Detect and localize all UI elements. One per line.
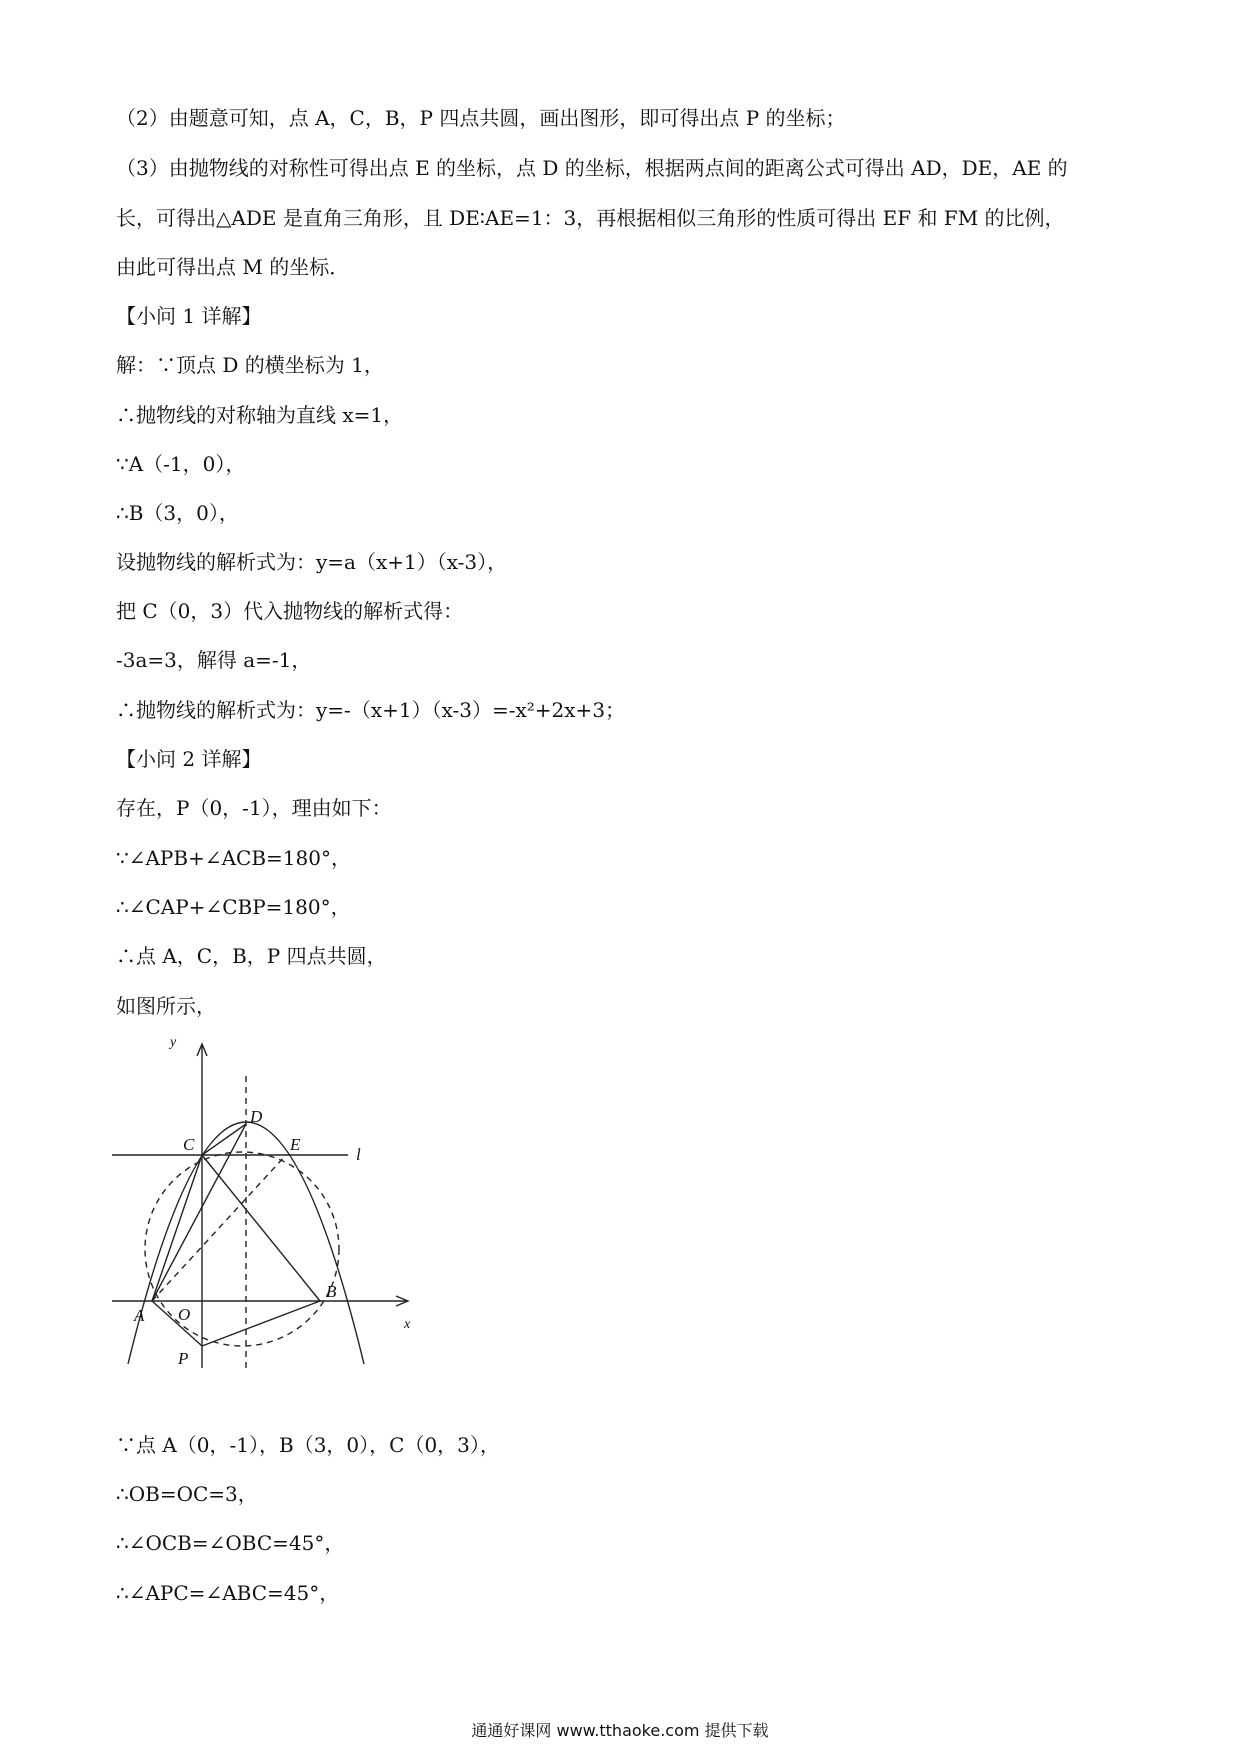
text-line-16: ∵∠APB+∠ACB=180°，	[116, 846, 351, 870]
label-B: B	[326, 1282, 337, 1301]
label-C: C	[183, 1135, 195, 1154]
segment-AD	[152, 1124, 246, 1301]
text-line-6: 解：∵顶点 D 的横坐标为 1，	[116, 353, 384, 377]
section-heading-2: 【小问 2 详解】	[116, 747, 262, 771]
section-heading-1: 【小问 1 详解】	[116, 304, 262, 328]
segment-AP	[152, 1301, 202, 1346]
label-P: P	[178, 1349, 189, 1368]
segment-CD	[202, 1124, 246, 1155]
text-line-23: ∴∠APC=∠ABC=45°，	[116, 1581, 340, 1605]
text-line-2: （3）由抛物线的对称性可得出点 E 的坐标，点 D 的坐标，根据两点间的距离公式可得出 AD，DE，AE 的	[116, 156, 1068, 180]
dashed-circle	[145, 1152, 339, 1346]
text-line-8: ∵A（-1，0），	[116, 452, 246, 476]
text-line-10: 设抛物线的解析式为：y=a（x+1）（x-3），	[116, 550, 508, 574]
text-line-7: ∴抛物线的对称轴为直线 x=1，	[116, 403, 404, 427]
text-line-18: ∴点 A，C，B，P 四点共圆，	[116, 944, 387, 968]
label-l: l	[356, 1145, 361, 1164]
label-A: A	[134, 1306, 145, 1325]
text-line-15: 存在，P（0，-1），理由如下：	[116, 796, 392, 820]
label-O: O	[178, 1305, 191, 1324]
text-line-19: 如图所示，	[116, 994, 216, 1018]
label-x: x	[404, 1317, 411, 1332]
text-line-12: -3a=3，解得 a=-1，	[116, 648, 312, 672]
geometry-figure	[108, 1028, 428, 1398]
text-line-11: 把 C（0，3）代入抛物线的解析式得：	[116, 599, 464, 623]
page-footer: 通通好课网 www.tthaoke.com 提供下载	[471, 1721, 769, 1740]
text-line-20: ∵点 A（0，-1），B（3，0），C（0，3），	[116, 1433, 500, 1457]
text-line-3: 长，可得出△ADE 是直角三角形，且 DE∶AE=1：3，再根据相似三角形的性质可得出 EF 和 FM 的比例，	[116, 206, 1065, 230]
label-D: D	[250, 1107, 263, 1126]
text-line-9: ∴B（3，0），	[116, 501, 239, 525]
text-line-21: ∴OB=OC=3，	[116, 1482, 258, 1506]
segment-PB	[202, 1301, 320, 1346]
label-y: y	[170, 1035, 177, 1050]
text-line-1: （2）由题意可知，点 A，C，B，P 四点共圆，画出图形，即可得出点 P 的坐标；	[116, 106, 846, 130]
text-line-4: 由此可得出点 M 的坐标．	[116, 255, 350, 279]
text-line-22: ∴∠OCB=∠OBC=45°，	[116, 1531, 345, 1555]
label-E: E	[290, 1135, 301, 1154]
text-line-13: ∴抛物线的解析式为：y=-（x+1）（x-3）=-x²+2x+3；	[116, 698, 626, 722]
text-line-17: ∴∠CAP+∠CBP=180°，	[116, 895, 351, 919]
